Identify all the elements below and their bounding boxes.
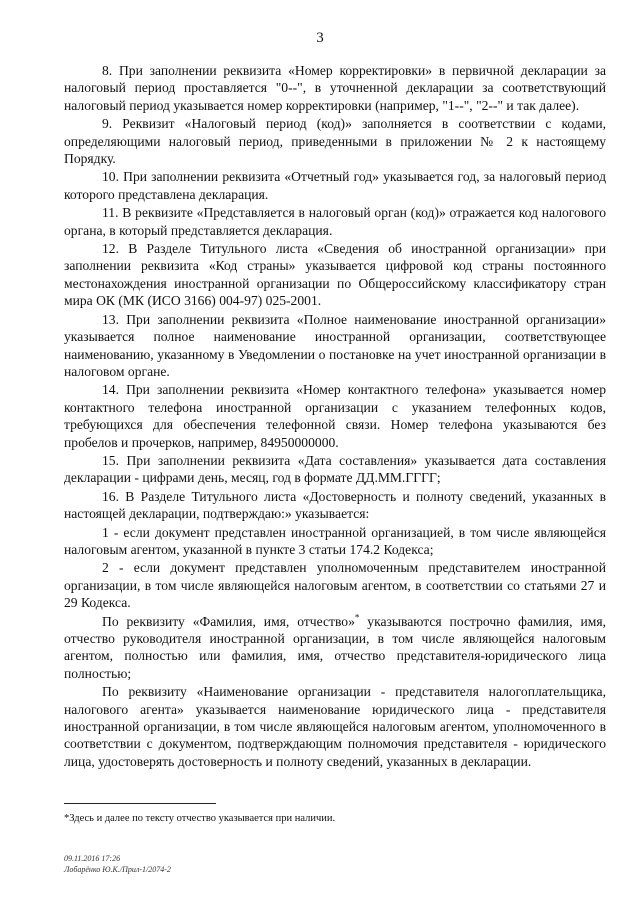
option-1-paragraph: 1 - если документ представлен иностранной организацией, в том числе являющейся налоговым агентом, указанной в пункте 3 статьи 174.2 Кодекса; xyxy=(64,524,606,557)
footnote-divider xyxy=(64,803,216,804)
print-stamp-author: Лобарёнко Ю.К./Прил-1/2074-2 xyxy=(64,865,171,874)
print-stamp-date: 09.11.2016 17:26 xyxy=(64,854,121,863)
footnote-marker: * xyxy=(354,612,360,623)
paragraph-12: 12. В Разделе Титульного листа «Сведения об иностранной организации» при заполнении реквизита «Код страны» указывается цифровой код страны постоянного местонахождения иностранной организации по Общероссийскому классификатору стран мира ОК (МК (ИСО 3166) 004-97) 025-2001. xyxy=(64,241,606,309)
document-body xyxy=(64,62,606,771)
page-number: 3 xyxy=(316,30,324,46)
paragraph-14: 14. При заполнении реквизита «Номер контактного телефона» указывается номер контактного телефона иностранной организации с указанием телефонных кодов, требующихся для обеспечения телефонной связи. Номер телефона указываются без пробелов и прочерков, например, 84950000000. xyxy=(64,382,606,450)
option-2-paragraph: 2 - если документ представлен уполномоченным представителем иностранной организации, в том числе являющейся налоговым агентом, в соответствии со статьями 27 и 29 Кодекса. xyxy=(64,560,606,611)
fio-text-start: По реквизиту «Фамилия, имя, отчество» xyxy=(102,613,355,629)
paragraph-15: 15. При заполнении реквизита «Дата составления» указывается дата составления декларации - цифрами день, месяц, год в формате ДД.ММ.ГГГГ; xyxy=(64,452,606,486)
representative-paragraph: По реквизиту «Наименование организации - представителя налогоплательщика, налогового агента» указывается наименование юридического лица - представителя иностранной организации, в том числе являющейся налоговым агентом, уполномоченного в соответствии с документом, подтверждающим полномочия представителя - юридического лица, удостоверять достоверность и полноту сведений, указанных в декларации. xyxy=(64,684,606,769)
paragraph-13: 13. При заполнении реквизита «Полное наименование иностранной организации» указывается полное наименование иностранной организации, соответствующее наименованию, указанному в Уведомлении о постановке на учет иностранной организации в налоговом органе. xyxy=(64,311,606,379)
paragraph-10: 10. При заполнении реквизита «Отчетный год» указывается год, за налоговый период которого представлена декларация. xyxy=(64,169,606,202)
paragraph-16: 16. В Разделе Титульного листа «Достоверность и полноту сведений, указанных в настоящей декларации, подтверждаю:» указывается: xyxy=(64,488,606,522)
paragraph-8: 8. При заполнении реквизита «Номер корректировки» в первичной декларации за налоговый период проставляется "0--", в уточненной декларации за соответствующий налоговый период указывается номер корректировки (например, "1--", "2--" и так далее). xyxy=(64,63,606,113)
paragraph-9: 9. Реквизит «Налоговый период (код)» заполняется в соответствии с кодами, определяющими налоговый период, приведенными в приложении № 2 к настоящему Порядку. xyxy=(64,116,606,167)
fio-text-end: указываются построчно фамилия, имя, отчество руководителя иностранной организации, в том числе являющейся налоговым агентом, полностью или фамилия, имя, отчество представителя-юридического лица полностью; xyxy=(64,613,607,681)
fio-paragraph xyxy=(64,613,606,683)
footnote: *Здесь и далее по тексту отчество указывается при наличии. xyxy=(64,813,336,824)
paragraph-11: 11. В реквизите «Представляется в налоговый орган (код)» отражается код налогового органа, в который представляется декларация. xyxy=(64,205,606,238)
